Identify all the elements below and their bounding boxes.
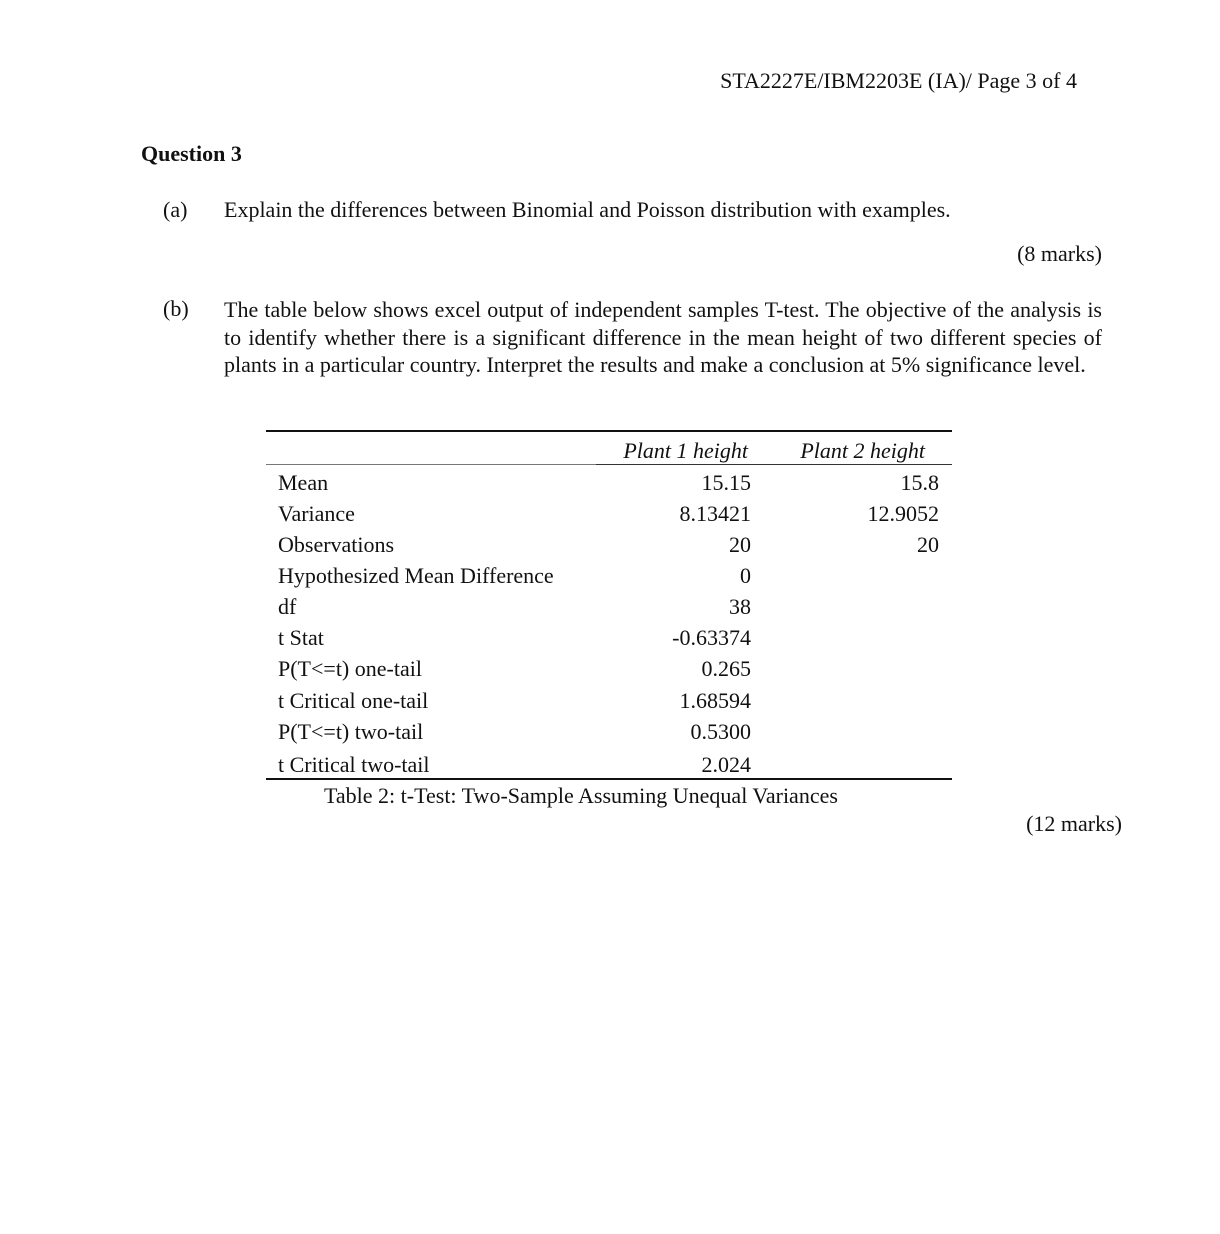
table-row	[0, 688, 1220, 719]
row-value-plant-1: 0.265	[701, 656, 751, 681]
row-label: Hypothesized Mean Difference	[278, 563, 554, 588]
page-header: STA2227E/IBM2203E (IA)/ Page 3 of 4	[720, 68, 1077, 93]
row-value-plant-2: 12.9052	[867, 501, 939, 526]
row-value-plant-1: 8.13421	[679, 501, 751, 526]
row-label: df	[278, 594, 297, 619]
table-row	[0, 594, 1220, 625]
part-a-label: (a)	[163, 197, 188, 222]
table-row	[0, 719, 1220, 750]
row-label: t Stat	[278, 625, 324, 650]
row-label: P(T<=t) two-tail	[278, 719, 424, 744]
column-header-plant-1: Plant 1 height	[623, 438, 748, 463]
table-row	[0, 625, 1220, 656]
row-value-plant-1: 1.68594	[679, 688, 751, 713]
table-header-rule-left	[266, 464, 596, 465]
part-b-text: The table below shows excel output of independent samples T-test. The objective of the analysis is to identify whether there is a significant difference in the mean height of two different species of plants in a particular country. Interpret the results and make a conclusion at 5% significance level.	[224, 297, 1102, 377]
row-value-plant-1: 20	[729, 532, 751, 557]
row-label: t Critical two-tail	[278, 752, 430, 777]
table-row	[0, 532, 1220, 563]
question-title: Question 3	[141, 141, 242, 166]
table-caption: Table 2: t-Test: Two-Sample Assuming Unequal Variances	[324, 783, 838, 808]
row-value-plant-1: 15.15	[701, 470, 751, 495]
row-value-plant-1: 0	[740, 563, 751, 588]
table-row	[0, 656, 1220, 687]
part-b-marks: (12 marks)	[1026, 811, 1122, 836]
row-value-plant-2: 20	[917, 532, 939, 557]
row-value-plant-2: 15.8	[900, 470, 939, 495]
row-value-plant-1: 38	[729, 594, 751, 619]
row-value-plant-1: 0.5300	[690, 719, 751, 744]
table-row	[0, 501, 1220, 532]
row-label: Variance	[278, 501, 355, 526]
row-value-plant-1: 2.024	[701, 752, 751, 777]
table-row	[0, 563, 1220, 594]
row-label: t Critical one-tail	[278, 688, 429, 713]
table-top-rule	[266, 430, 952, 432]
table-header-rule-right	[596, 464, 952, 465]
part-b-label: (b)	[163, 296, 189, 321]
part-a-marks: (8 marks)	[1017, 241, 1102, 266]
row-value-plant-1: -0.63374	[672, 625, 751, 650]
table-bottom-rule	[266, 778, 952, 780]
column-header-plant-2: Plant 2 height	[800, 438, 925, 463]
row-label: Mean	[278, 470, 329, 495]
part-a-text: Explain the differences between Binomial and Poisson distribution with examples.	[224, 197, 951, 222]
row-label: Observations	[278, 532, 395, 557]
row-label: P(T<=t) one-tail	[278, 656, 422, 681]
table-row	[0, 470, 1220, 501]
